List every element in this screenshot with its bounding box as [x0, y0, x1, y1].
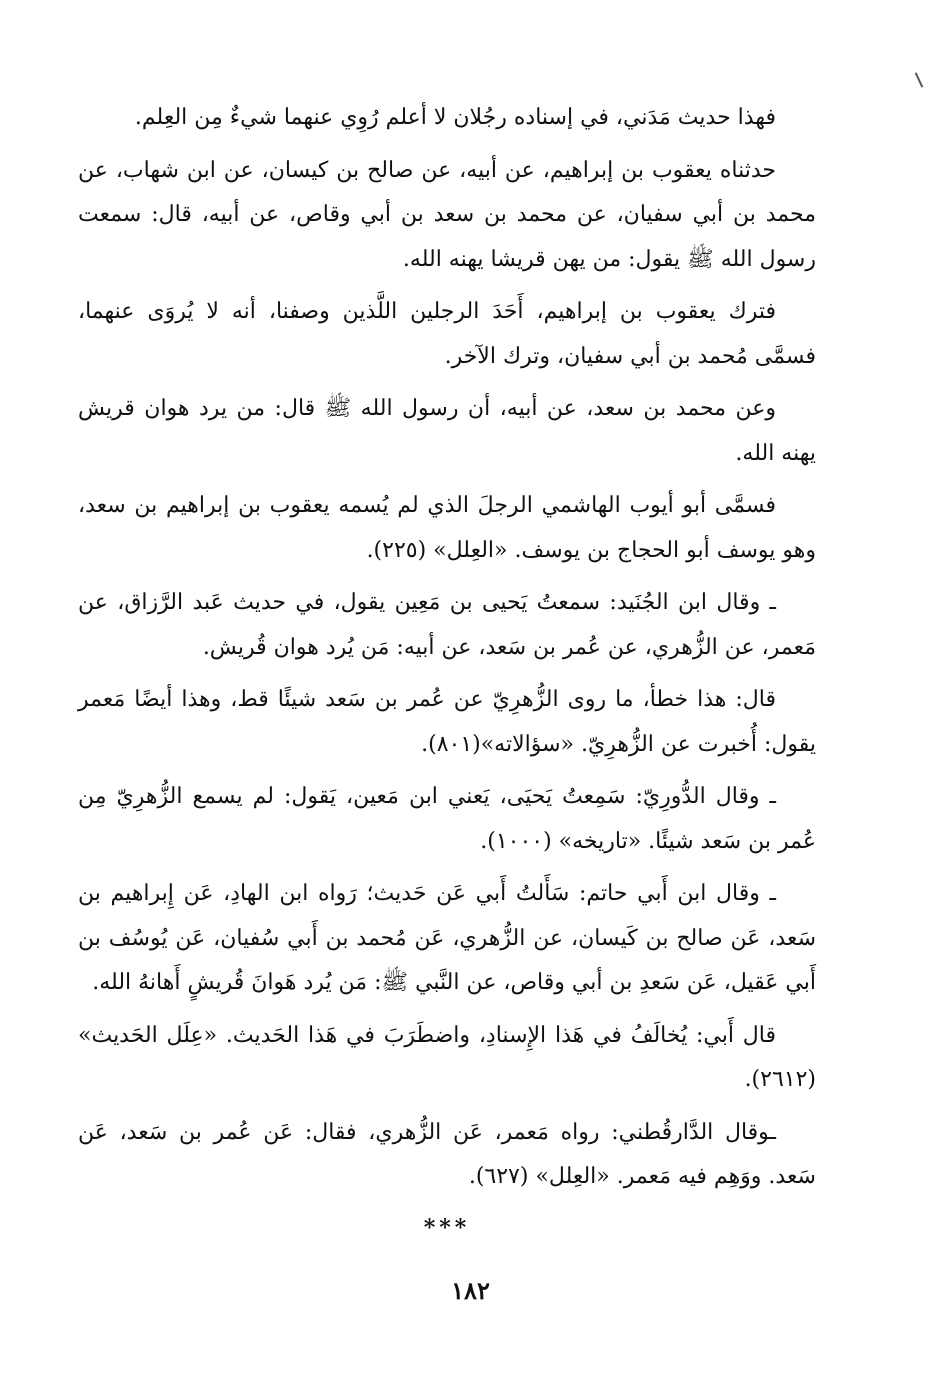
paragraph: فترك يعقوب بن إبراهيم، أَحَدَ الرجلين اللَّذين وصفنا، أنه لا يُروَى عنهما، فسمَّى مُحمد بن أبي سفيان، وترك الآخر.	[78, 299, 816, 369]
paragraph: قال أَبي: يُخالَفُ في هَذا الإِسنادِ، واضطَرَبَ في هَذا الحَديث. «عِلَل الحَديث» (٢٦١٢).	[78, 1022, 816, 1092]
section-separator: ***	[423, 1214, 471, 1241]
main-text	[78, 96, 816, 1248]
paragraph: حدثناه يعقوب بن إبراهيم، عن أبيه، عن صالح بن كيسان، عن ابن شهاب، عن محمد بن أبي سفيان، عن محمد بن سعد بن أبي وقاص، عن أبيه، قال: سمعت رسول الله ﷺ يقول: من يهن قريشا يهنه الله.	[78, 157, 816, 272]
page-number: ١٨٢	[451, 1276, 490, 1305]
margin-mark	[915, 72, 924, 87]
paragraph: ـوقال الدَّارقُطني: رواه مَعمر، عَن الزُّهري، فقال: عَن عُمر بن سَعد، عَن سَعد. ووَهِم فيه مَعمر. «العِلل» (٦٢٧).	[78, 1119, 816, 1189]
paragraph: قال: هذا خطأ، ما روى الزُّهرِيّ عن عُمر بن سَعد شيئًا قط، وهذا أيضًا مَعمر يقول: أُخبرت عن الزُّهرِيّ. «سؤالاته»(٨٠١).	[78, 687, 816, 757]
paragraph: فسمَّى أبو أيوب الهاشمي الرجلَ الذي لم يُسمه يعقوب بن إبراهيم بن سعد، وهو يوسف أبو الحجاج بن يوسف. «العِلل» (٢٢٥).	[78, 493, 816, 563]
paragraph: وعن محمد بن سعد، عن أبيه، أن رسول الله ﷺ قال: من يرد هوان قريش يهنه الله.	[78, 396, 816, 466]
paragraph: فهذا حديث مَدَني، في إسناده رجُلان لا أعلم رُوِي عنهما شيءٌ مِن العِلم.	[134, 105, 776, 130]
paragraph: ـ وقال ابن الجُنَيد: سمعتُ يَحيى بن مَعِين يقول، في حديث عَبد الرَّزاق، عن مَعمر، عن الزُّهري، عن عُمر بن سَعد، عن أبيه: مَن يُرد هوان قُريش.	[78, 590, 816, 660]
paragraph: ـ وقال ابن أَبي حاتم: سَأَلتُ أَبي عَن حَديث؛ رَواه ابن الهادِ، عَن إِبراهيم بن سَعد، عَن صالح بن كَيسان، عن الزُّهري، عَن مُحمد بن أَبي سُفيان، عَن يُوسُف بن أَبي عَقيل، عَن سَعدِ بن أبي وقاص، عن النَّبي ﷺ: مَن يُرد هَوانَ قُريشٍ أَهانهُ الله.	[78, 881, 816, 995]
paragraph: ـ وقال الدُّورِيّ: سَمِعتُ يَحيَى، يَعني ابن مَعين، يَقول: لم يسمع الزُّهرِيّ مِن عُمر بن سَعد شيئًا. «تاريخه» (١٠٠٠).	[78, 784, 816, 854]
